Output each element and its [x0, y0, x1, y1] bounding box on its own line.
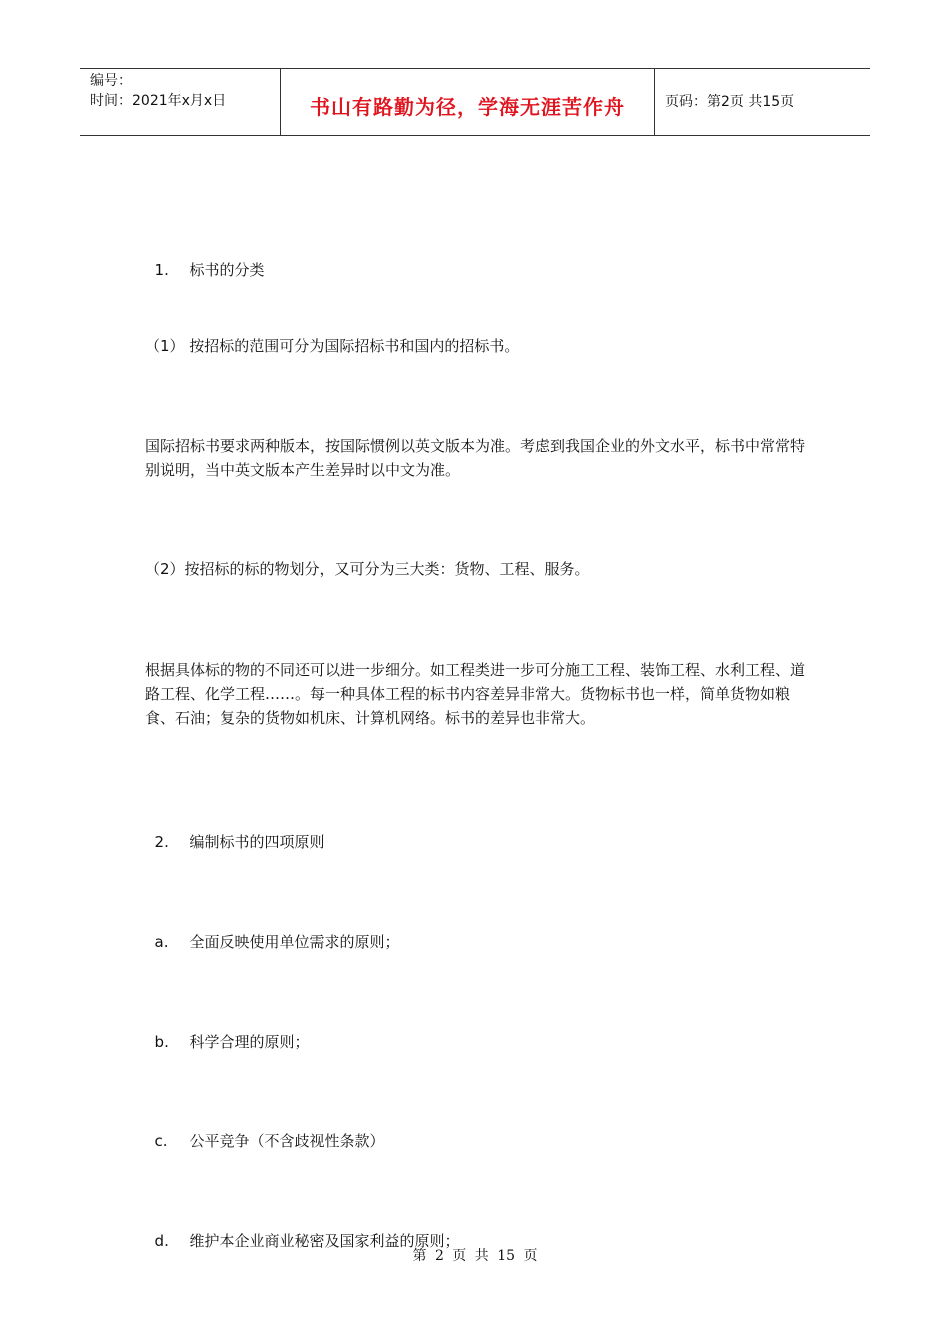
item-text: 维护本企业商业秘密及国家利益的原则；: [189, 1232, 460, 1250]
header-motto-cell: [281, 69, 655, 135]
section-number: 1.: [154, 261, 169, 279]
section-title: 编制标书的四项原则: [189, 833, 325, 851]
item-letter: c.: [154, 1132, 168, 1150]
page-header: [80, 68, 870, 136]
section-heading-1: [145, 234, 805, 282]
item-text: 全面反映使用单位需求的原则；: [189, 933, 400, 951]
item-letter: d.: [154, 1232, 169, 1250]
section-title: 标书的分类: [189, 261, 265, 279]
paragraph-3: （2）按招标的标的物划分，又可分为三大类：货物、工程、服务。: [145, 560, 590, 578]
page-footer: 第 2 页 共 15 页: [412, 1248, 538, 1264]
principle-b: [145, 1006, 805, 1054]
header-info-cell: [80, 69, 281, 135]
section-heading-2: [145, 806, 805, 854]
item-letter: a.: [154, 933, 169, 951]
principle-a: [145, 906, 805, 954]
paragraph-4: 根据具体标的物的不同还可以进一步细分。如工程类进一步可分施工工程、装饰工程、水利工程、道路工程、化学工程……。每一种具体工程的标书内容差异非常大。货物标书也一样，简单货物如粮食、石油；复杂的货物如机床、计算机网络。标书的差异也非常大。: [145, 661, 806, 727]
item-text: 公平竞争（不含歧视性条款）: [189, 1132, 385, 1150]
time-label: 时间：2021年x月x日: [90, 93, 227, 109]
motto: 书山有路勤为径，学海无涯苦作舟: [310, 95, 625, 119]
item-text: 科学合理的原则；: [189, 1033, 310, 1051]
code-label: 编号：: [90, 73, 132, 89]
principle-c: [145, 1105, 805, 1153]
section-number: 2.: [154, 833, 169, 851]
paragraph-1: （1） 按招标的范围可分为国际招标书和国内的招标书。: [145, 337, 520, 355]
item-letter: b.: [154, 1033, 169, 1051]
paragraph-2: 国际招标书要求两种版本，按国际惯例以英文版本为准。考虑到我国企业的外文水平，标书中常常特别说明，当中英文版本产生差异时以中文为准。: [145, 437, 806, 479]
header-page-info: 页码：第2页 共15页: [665, 94, 795, 110]
